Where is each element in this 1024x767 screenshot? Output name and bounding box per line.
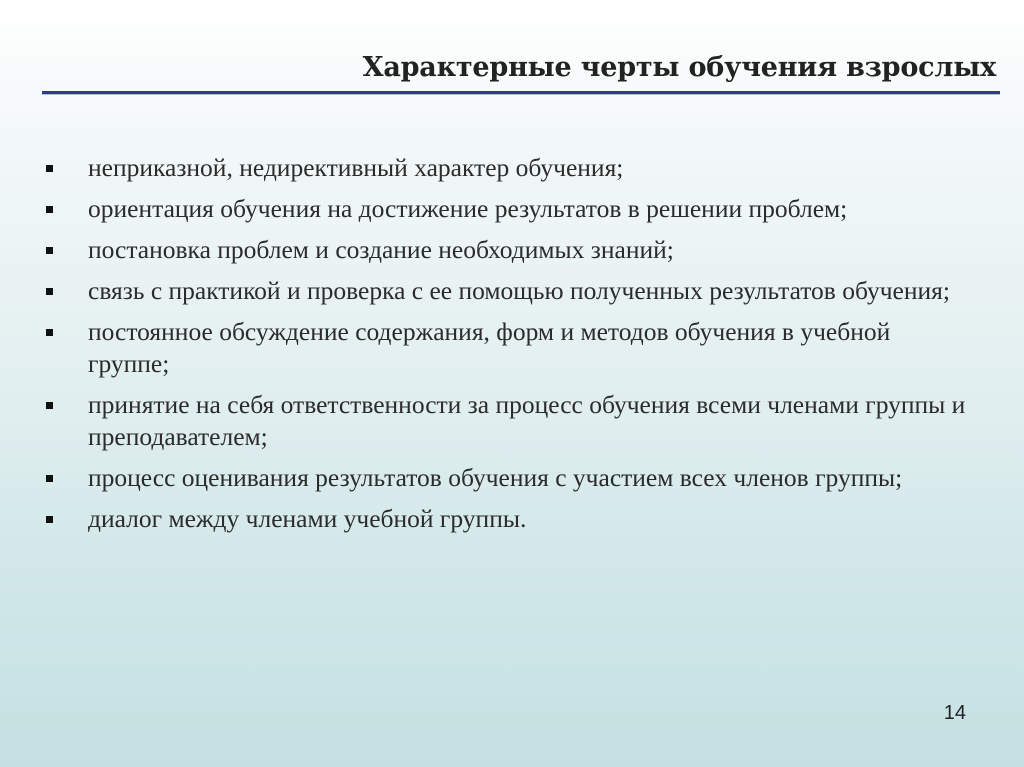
square-bullet-icon <box>46 402 53 409</box>
bullet-text: неприказной, недирективный характер обучения; <box>88 153 624 182</box>
slide-title: Характерные черты обучения взрослых <box>362 52 996 83</box>
square-bullet-icon <box>46 288 53 295</box>
bullet-text: диалог между членами учебной группы. <box>88 504 527 533</box>
bullet-item <box>42 462 972 494</box>
square-bullet-icon <box>46 329 53 336</box>
bullet-item <box>42 389 972 453</box>
bullet-item <box>42 316 972 380</box>
bullet-item <box>42 193 972 225</box>
bullet-text: ориентация обучения на достижение результатов в решении проблем; <box>88 194 848 223</box>
square-bullet-icon <box>46 516 53 523</box>
square-bullet-icon <box>46 165 53 172</box>
bullet-list <box>42 152 972 544</box>
bullet-text: постоянное обсуждение содержания, форм и методов обучения в учебной группе; <box>88 317 891 378</box>
bullet-item <box>42 503 972 535</box>
bullet-item <box>42 152 972 184</box>
bullet-item <box>42 234 972 266</box>
title-underline-shadow <box>42 94 1000 95</box>
page-number: 14 <box>943 702 966 724</box>
bullet-item <box>42 275 972 307</box>
square-bullet-icon <box>46 206 53 213</box>
bullet-text: принятие на себя ответственности за процесс обучения всеми членами группы и преподавателем; <box>88 390 966 451</box>
square-bullet-icon <box>46 247 53 254</box>
bullet-text: процесс оценивания результатов обучения с участием всех членов группы; <box>88 463 903 492</box>
bullet-text: постановка проблем и создание необходимых знаний; <box>88 235 674 264</box>
square-bullet-icon <box>46 475 53 482</box>
bullet-text: связь с практикой и проверка с ее помощью полученных результатов обучения; <box>88 276 950 305</box>
